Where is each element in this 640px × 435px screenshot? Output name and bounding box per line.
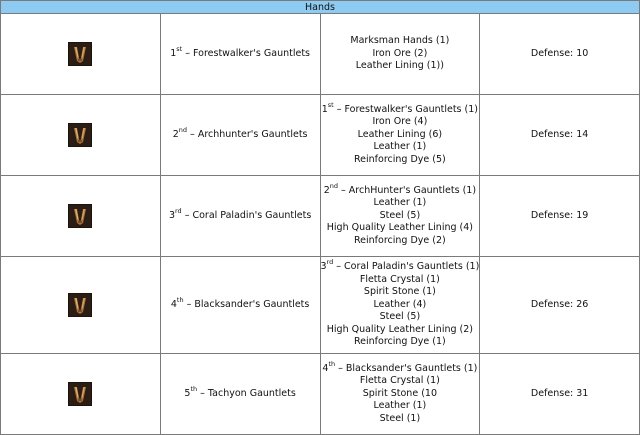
materials-cell [320, 95, 480, 176]
item-name: 1st – Forestwalker's Gauntlets [160, 14, 320, 95]
material-item: Reinforcing Dye (5) [354, 153, 446, 165]
material-item: Steel (5) [379, 209, 421, 221]
table-row [1, 176, 640, 257]
material-item: 2nd – ArchHunter's Gauntlets (1) [323, 181, 477, 196]
material-item: Leather (4) [373, 298, 427, 310]
gauntlet-icon [68, 382, 92, 406]
item-name: 4th – Blacksander's Gauntlets [160, 257, 320, 354]
material-item: Iron Ore (2) [372, 47, 428, 59]
table-row [1, 354, 640, 435]
material-item: High Quality Leather Lining (2) [326, 323, 473, 335]
material-item: Leather Lining (1)) [355, 60, 444, 72]
icon-cell [1, 14, 161, 95]
material-item: Steel (5) [379, 311, 421, 323]
material-item: 3rd – Coral Paladin's Gauntlets (1) [320, 258, 480, 273]
materials-cell [320, 176, 480, 257]
icon-cell [1, 257, 161, 354]
material-item: Spirit Stone (10 [362, 387, 437, 399]
material-item: 4th – Blacksander's Gauntlets (1) [322, 359, 478, 374]
gauntlet-icon [68, 293, 92, 317]
materials-cell [320, 14, 480, 95]
defense-value: Defense: 31 [480, 354, 640, 435]
material-item: Reinforcing Dye (1) [354, 336, 446, 348]
icon-cell [1, 95, 161, 176]
icon-cell [1, 354, 161, 435]
material-item: Leather (1) [373, 400, 427, 412]
defense-value: Defense: 26 [480, 257, 640, 354]
material-item: Reinforcing Dye (2) [354, 234, 446, 246]
material-item: 1st – Forestwalker's Gauntlets (1) [321, 100, 478, 115]
table-row [1, 95, 640, 176]
icon-cell [1, 176, 161, 257]
material-item: Iron Ore (4) [372, 116, 428, 128]
table-header: Hands [1, 1, 640, 14]
gauntlet-icon [68, 204, 92, 228]
material-item: Fletta Crystal (1) [359, 273, 440, 285]
material-item: Leather Lining (6) [357, 128, 443, 140]
table-row [1, 257, 640, 354]
materials-cell [320, 257, 480, 354]
materials-cell [320, 354, 480, 435]
material-item: Marksman Hands (1) [350, 35, 450, 47]
material-item: Fletta Crystal (1) [359, 375, 440, 387]
item-name: 3rd – Coral Paladin's Gauntlets [160, 176, 320, 257]
gauntlet-icon [68, 123, 92, 147]
material-item: Leather (1) [373, 197, 427, 209]
defense-value: Defense: 19 [480, 176, 640, 257]
defense-value: Defense: 14 [480, 95, 640, 176]
material-item: Spirit Stone (1) [363, 286, 436, 298]
table-row [1, 14, 640, 95]
defense-value: Defense: 10 [480, 14, 640, 95]
item-name: 2nd – Archhunter's Gauntlets [160, 95, 320, 176]
gauntlet-icon [68, 42, 92, 66]
material-item: High Quality Leather Lining (4) [326, 222, 473, 234]
material-item: Steel (1) [379, 412, 421, 424]
item-name: 5th – Tachyon Gauntlets [160, 354, 320, 435]
material-item: Leather (1) [373, 141, 427, 153]
